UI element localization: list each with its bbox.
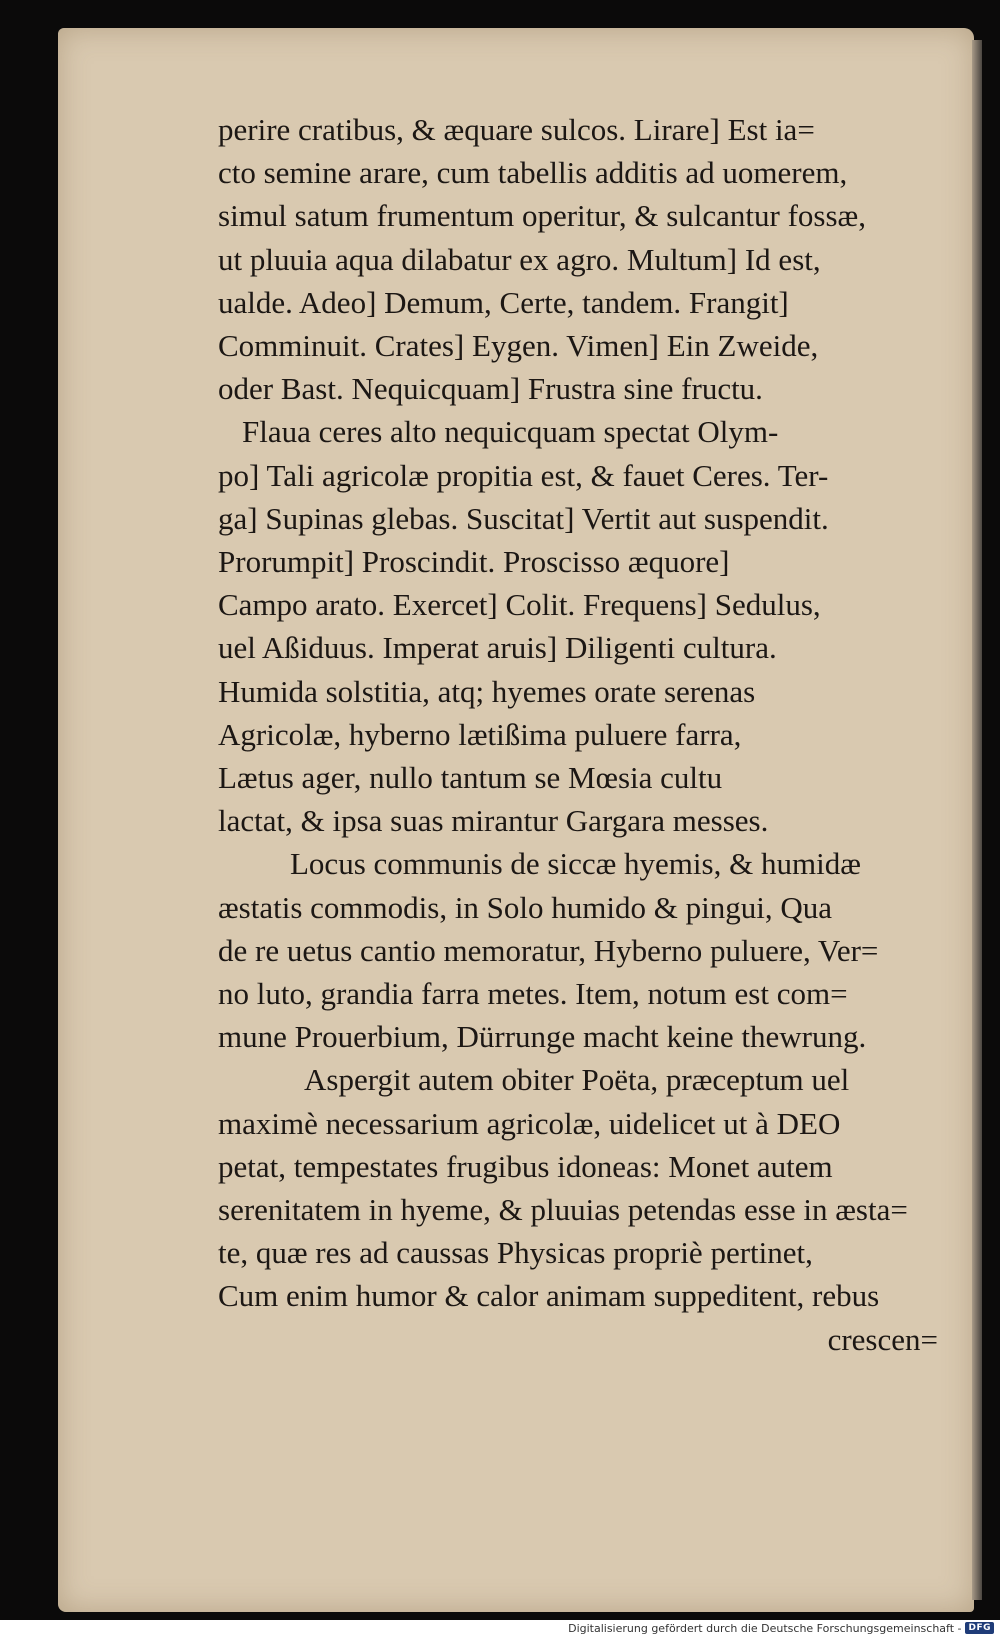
text-line: Cum enim humor & calor animam suppeditent, rebus [218, 1278, 880, 1314]
text-line: uel Aßiduus. Imperat aruis] Diligenti cultura. [218, 630, 777, 666]
text-line: te, quæ res ad caussas Physicas propriè pertinet, [218, 1235, 813, 1271]
text-line: oder Bast. Nequicquam] Frustra sine fructu. [218, 371, 763, 407]
text-line: Comminuit. Crates] Eygen. Vimen] Ein Zweide, [218, 328, 819, 364]
digitization-footer [568, 1620, 994, 1636]
page-edge [972, 40, 982, 1600]
text-line: ualde. Adeo] Demum, Certe, tandem. Frangit] [218, 284, 789, 320]
text-line: petat, tempestates frugibus idoneas: Monet autem [218, 1148, 833, 1184]
text-line: Locus communis de siccæ hyemis, & humidæ [290, 846, 861, 882]
text-line: no luto, grandia farra metes. Item, notum est com= [218, 976, 848, 1012]
text-line: de re uetus cantio memoratur, Hyberno puluere, Ver= [218, 932, 879, 968]
text-line: simul satum frumentum operitur, & sulcantur fossæ, [218, 198, 866, 234]
text-line: Campo arato. Exercet] Colit. Frequens] Sedulus, [218, 587, 821, 623]
catchword: crescen= [827, 1321, 938, 1357]
text-line: Flaua ceres alto nequicquam spectat Olym- [242, 414, 779, 450]
text-line: maximè necessarium agricolæ, uidelicet ut à DEO [218, 1105, 841, 1141]
text-line: lactat, & ipsa suas mirantur Gargara messes. [218, 803, 769, 839]
footer-credit: Digitalisierung gefördert durch die Deutsche Forschungsgemeinschaft - [568, 1621, 962, 1635]
text-line: perire cratibus, & æquare sulcos. Lirare] Est ia= [218, 112, 815, 147]
text-line: Lætus ager, nullo tantum se Mœsia cultu [218, 760, 723, 796]
text-line: Agricolæ, hyberno lætißima puluere farra, [218, 716, 742, 752]
text-line: æstatis commodis, in Solo humido & pingui, Qua [218, 889, 832, 925]
text-line: mune Prouerbium, Dürrunge macht keine thewrung. [218, 1019, 867, 1055]
text-line: po] Tali agricolæ propitia est, & fauet Ceres. Ter- [218, 457, 829, 493]
text-line: Aspergit autem obiter Poëta, præceptum uel [304, 1062, 850, 1098]
page-text [218, 108, 938, 1361]
text-line: serenitatem in hyeme, & pluuias petendas esse in æsta= [218, 1192, 908, 1228]
text-line: ga] Supinas glebas. Suscitat] Vertit aut suspendit. [218, 500, 829, 536]
text-line: Humida solstitia, atq; hyemes orate serenas [218, 673, 756, 709]
dfg-logo-icon: DFG [965, 1622, 994, 1634]
text-line: cto semine arare, cum tabellis additis ad uomerem, [218, 155, 848, 191]
text-line: ut pluuia aqua dilabatur ex agro. Multum] Id est, [218, 241, 821, 277]
text-line: Prorumpit] Proscindit. Proscisso æquore] [218, 544, 730, 580]
